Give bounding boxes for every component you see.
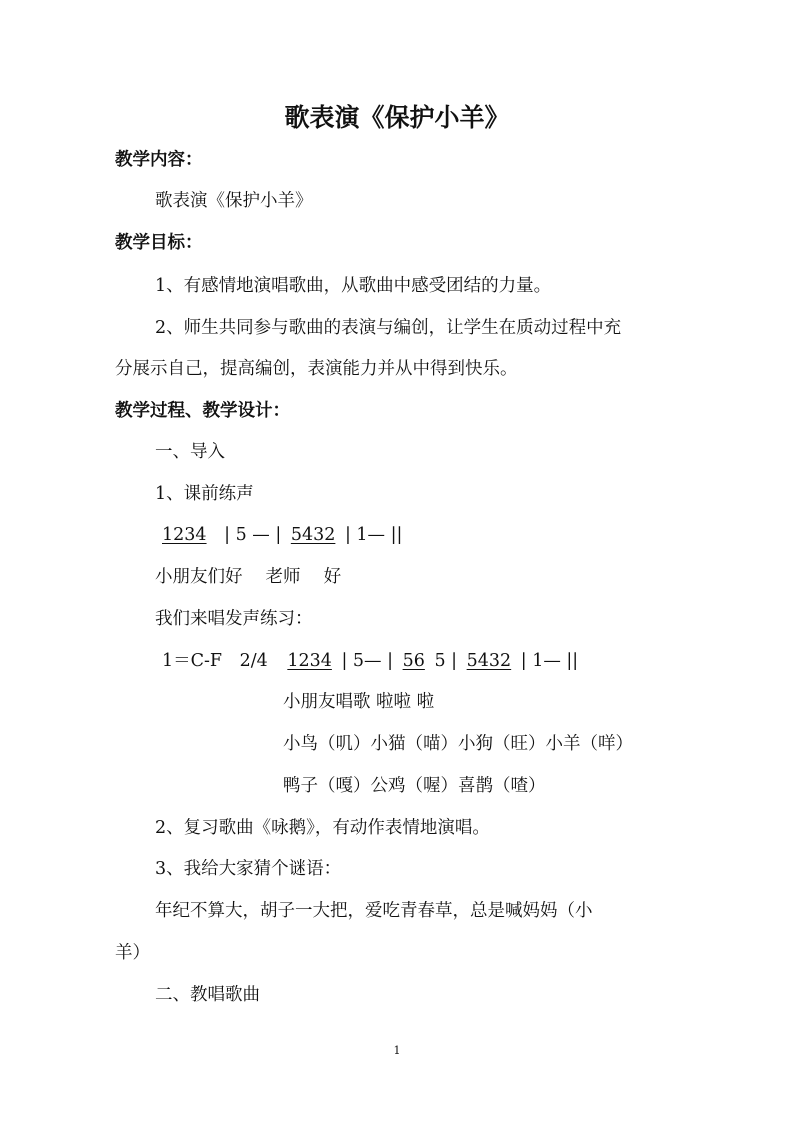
notation-2-e: 5432 (466, 651, 512, 671)
practice-lyrics-1: 小朋友唱歌 啦啦 啦 (283, 692, 435, 712)
process-heading: 教学过程、教学设计： (115, 401, 290, 421)
step-2: 2、复习歌曲《咏鹅》，有动作表情地演唱。 (155, 818, 490, 838)
practice-intro: 我们来唱发声练习： (155, 609, 313, 629)
lyrics-1: 小朋友们好 老师 好 (155, 567, 342, 587)
page-title: 歌表演《保护小羊》 (284, 103, 510, 132)
notation-line-2 (162, 649, 578, 673)
notation-2-f: | 1— || (520, 651, 579, 671)
notation-2-c: 56 (402, 651, 425, 671)
content-heading: 教学内容： (115, 150, 203, 170)
page-number: 1 (393, 1044, 401, 1057)
notation-1-c: 5432 (290, 525, 336, 545)
notation-1-a: 1234 (162, 525, 207, 545)
goal-2-line-2: 分展示自己，提高编创，表演能力并从中得到快乐。 (115, 359, 518, 379)
goals-heading: 教学目标： (115, 233, 203, 253)
notation-2-a: 1234 (287, 651, 332, 671)
section-1-heading: 一、导入 (155, 442, 225, 462)
step-3: 3、我给大家猜个谜语： (155, 859, 342, 879)
step-1: 1、课前练声 (155, 484, 254, 504)
goal-1: 1、有感情地演唱歌曲，从歌曲中感受团结的力量。 (155, 276, 552, 296)
riddle-line-1: 年纪不算大，胡子一大把，爱吃青春草，总是喊妈妈（小 (155, 901, 593, 921)
notation-line-1 (162, 523, 402, 547)
notation-1-b: | 5 — | (224, 525, 282, 545)
notation-1-d: | 1— || (344, 525, 403, 545)
practice-lyrics-2: 小鸟（叽）小猫（喵）小狗（旺）小羊（咩） (283, 734, 633, 754)
notation-2-b: | 5— | (341, 651, 394, 671)
notation-2-key: 1＝C-F 2/4 (162, 651, 268, 671)
notation-2-d: 5 | (434, 651, 458, 671)
goal-2-line-1: 2、师生共同参与歌曲的表演与编创，让学生在质动过程中充 (155, 318, 622, 338)
section-2-heading: 二、教唱歌曲 (155, 985, 260, 1005)
practice-lyrics-3: 鸭子（嘎）公鸡（喔）喜鹊（喳） (283, 776, 546, 796)
content-text: 歌表演《保护小羊》 (155, 191, 313, 211)
riddle-line-2: 羊） (115, 943, 150, 963)
